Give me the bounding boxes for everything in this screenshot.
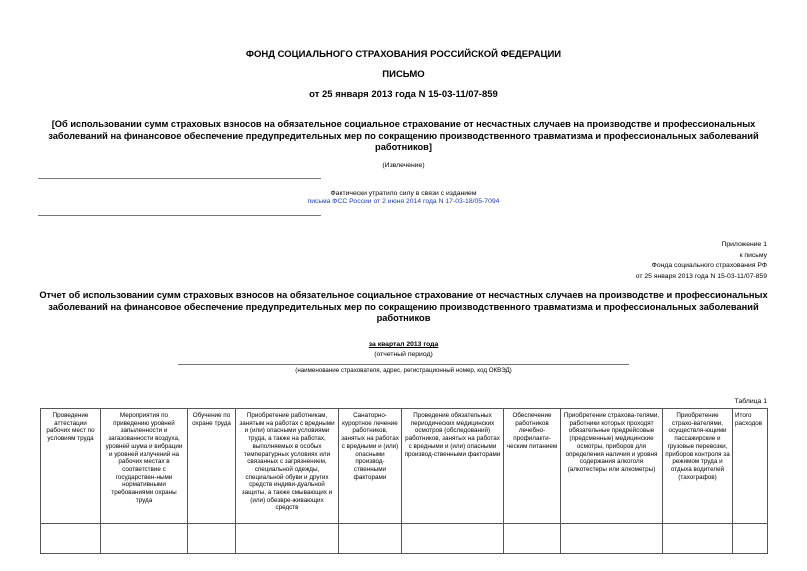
table-header-row bbox=[41, 409, 768, 524]
reporting-period-caption: (отчетный период) bbox=[374, 351, 433, 358]
insurer-caption: (наименование страхователя, адрес, регистрационный номер, код ОКВЭД) bbox=[295, 367, 512, 374]
doc-title-line: работников] bbox=[375, 142, 432, 152]
table-cell[interactable] bbox=[561, 524, 663, 554]
report-title bbox=[30, 290, 777, 325]
divider bbox=[38, 178, 321, 179]
doc-title-line: заболеваний на финансовое обеспечение предупредительных мер по сокращению производственного травматизма и профессиональных заболеваний bbox=[48, 130, 759, 141]
table-cell[interactable] bbox=[236, 524, 339, 554]
insurer-underline bbox=[178, 364, 629, 365]
appendix-line: Фонда социального страхования РФ bbox=[651, 262, 767, 269]
header-cell-nutrition: Обеспечение работников лечебно-профилакти-ческим питанием bbox=[504, 409, 561, 524]
appendix-reference bbox=[636, 240, 767, 282]
table-cell[interactable] bbox=[339, 524, 402, 554]
header-cell-tachographs: Приобретение страхо-вателями, осуществля-ющими пассажирские и грузовые перевозки, приборов контроля за режимом труда и отдыха водителей (тахографов) bbox=[663, 409, 733, 524]
table-row bbox=[41, 524, 768, 554]
table-cell[interactable] bbox=[188, 524, 236, 554]
appendix-line: к письму bbox=[739, 251, 767, 259]
header-cell-sanatorium: Санаторно-курортное лечение работников, занятых на работах с вредными и (или) опасными производ-ственными факторами bbox=[339, 409, 402, 524]
doc-title-line: [Об использовании сумм страховых взносов на обязательное социальное страхование от несчастных случаев на производстве и профессиональных bbox=[51, 119, 756, 129]
table-cell[interactable] bbox=[41, 524, 101, 554]
doc-date-number: от 25 января 2013 года N 15-03-11/07-859 bbox=[309, 89, 498, 100]
report-title-line: Отчет об использовании сумм страховых взносов на обязательное социальное страхование от несчастных случаев на производстве и профессиональных bbox=[39, 290, 768, 300]
table-cell[interactable] bbox=[733, 524, 768, 554]
table-cell[interactable] bbox=[402, 524, 504, 554]
header-cell-attestation: Проведение аттестации рабочих мест по условиям труда bbox=[41, 409, 101, 524]
expense-table bbox=[40, 408, 768, 554]
report-title-line: работников bbox=[376, 313, 431, 323]
table-cell[interactable] bbox=[101, 524, 188, 554]
header-cell-alcotesters: Приобретение страхова-телями, работники которых проходят обязательные предрейсовые (предсменные) медицинские осмотры, приборов для определения наличия и уровня содержания алкоголя (алкотестеры или алкометры) bbox=[561, 409, 663, 524]
header-cell-total: Итого расходов bbox=[733, 409, 768, 524]
appendix-line: Приложение 1 bbox=[721, 241, 767, 248]
table-cell[interactable] bbox=[663, 524, 733, 554]
status-note-link[interactable]: письма ФСС России от 2 июня 2014 года N 17-03-18/05-7094 bbox=[307, 198, 500, 206]
appendix-line: от 25 января 2013 года N 15-03-11/07-859 bbox=[635, 272, 767, 280]
header-cell-medical-exams: Проведение обязательных периодических медицинских осмотров (обследований) работников, занятых на работах с вредными и (или) опасными производ-ственными факторами bbox=[402, 409, 504, 524]
reporting-period: за квартал 2013 года bbox=[368, 341, 439, 348]
header-cell-dust-noise: Мероприятия по приведению уровней запыленности и загазованности воздуха, уровней шума и вибрации и уровней излучений на рабочих местах в соответствие с государствен-ными нормативными требованиями охраны труда bbox=[101, 409, 188, 524]
doc-title bbox=[30, 119, 777, 154]
status-note bbox=[0, 190, 807, 206]
excerpt-label: (Извлечение) bbox=[382, 162, 425, 169]
report-title-line: заболеваний на финансовое обеспечение предупредительных мер по сокращению производственного травматизма и профессиональных заболеваний bbox=[48, 301, 759, 312]
org-name: ФОНД СОЦИАЛЬНОГО СТРАХОВАНИЯ РОССИЙСКОЙ ФЕДЕРАЦИИ bbox=[245, 49, 562, 60]
divider bbox=[38, 215, 321, 216]
table-label: Таблица 1 bbox=[734, 398, 767, 405]
header-cell-protective-equipment: Приобретение работникам, занятым на работах с вредными и (или) опасными условиями труда, а также на работах, выполняемых в особых температурных условиях или связанных с загрязнением, специальной одежды, специальной обуви и других средств индиви-дуальной защиты, а также смывающих и (или) обезвре-живающих средств bbox=[236, 409, 339, 524]
status-note-text: Фактически утратило силу в связи с изданием bbox=[330, 190, 477, 197]
header-cell-training: Обучение по охране труда bbox=[188, 409, 236, 524]
table-cell[interactable] bbox=[504, 524, 561, 554]
doc-type: ПИСЬМО bbox=[382, 69, 425, 80]
